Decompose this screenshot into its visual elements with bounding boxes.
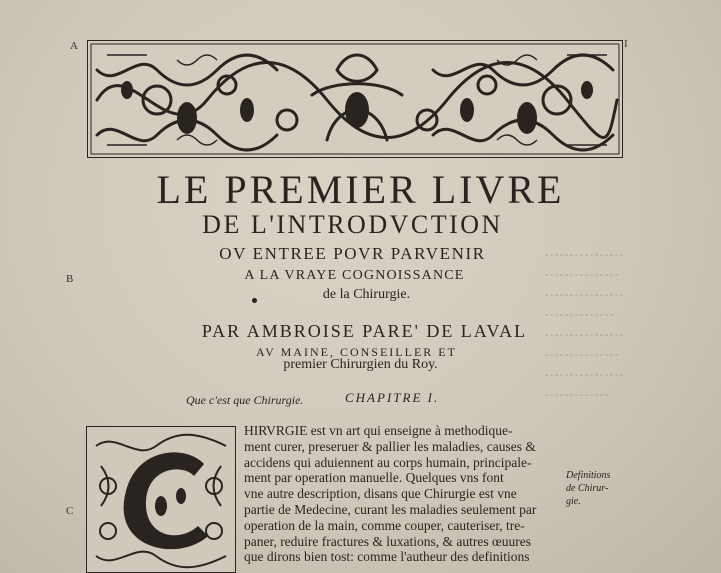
body-line: ment curer, preseruer & pallier les maladies, causes & [244, 438, 536, 454]
title-line-2: DE L'INTRODVCTION [202, 210, 503, 239]
chapter-label: CHAPITRE I. [345, 390, 440, 405]
chapter-body [244, 423, 574, 565]
body-line: que dirons bien tost: comme l'autheur des definitions [244, 549, 530, 565]
margin-note-line: Definitions [566, 470, 611, 481]
body-line: vne autre description, disans que Chirurgie est vne [244, 486, 517, 502]
margin-note [566, 469, 626, 508]
title-line-3: OV ENTREE POVR PARVENIR [219, 244, 486, 263]
margin-note-line: gie. [566, 496, 581, 507]
author-line-3: premier Chirurgien du Roy. [283, 357, 438, 372]
margin-letter-b: B [66, 273, 74, 285]
body-line: accidens qui aduiennent au corps humain, principale- [244, 454, 532, 470]
ornamental-headpiece [87, 40, 623, 158]
ink-dot [252, 298, 257, 303]
body-line: ment par operation manuelle. Quelques vns font [244, 470, 504, 486]
body-line: HIRVRGIE est vn art qui enseigne à methodique- [244, 423, 513, 438]
decorated-initial-c [86, 426, 236, 573]
title-line-5: de la Chirurgie. [322, 287, 411, 302]
author-line-2: AV MAINE, CONSEILLER ET [256, 345, 457, 359]
body-line: operation de la main, comme couper, cauteriser, tre- [244, 517, 525, 533]
margin-letter-a: A [70, 40, 78, 52]
author-line-1: PAR AMBROISE PARE' DE LAVAL [201, 321, 528, 341]
show-through-text [540, 245, 630, 415]
margin-letter-i: I [624, 38, 628, 50]
margin-note-line: de Chirur- [566, 483, 609, 494]
title-line-4: A LA VRAYE COGNOISSANCE [244, 268, 465, 283]
chapter-subject: Que c'est que Chirurgie. [186, 393, 304, 407]
margin-letter-c: C [66, 505, 74, 517]
title-line-1: LE PREMIER LIVRE [156, 167, 565, 212]
body-line: partie de Medecine, curant les maladies seulement par [244, 501, 537, 517]
body-line: paner, reduire fractures & luxations, & autres œuures [244, 533, 531, 549]
